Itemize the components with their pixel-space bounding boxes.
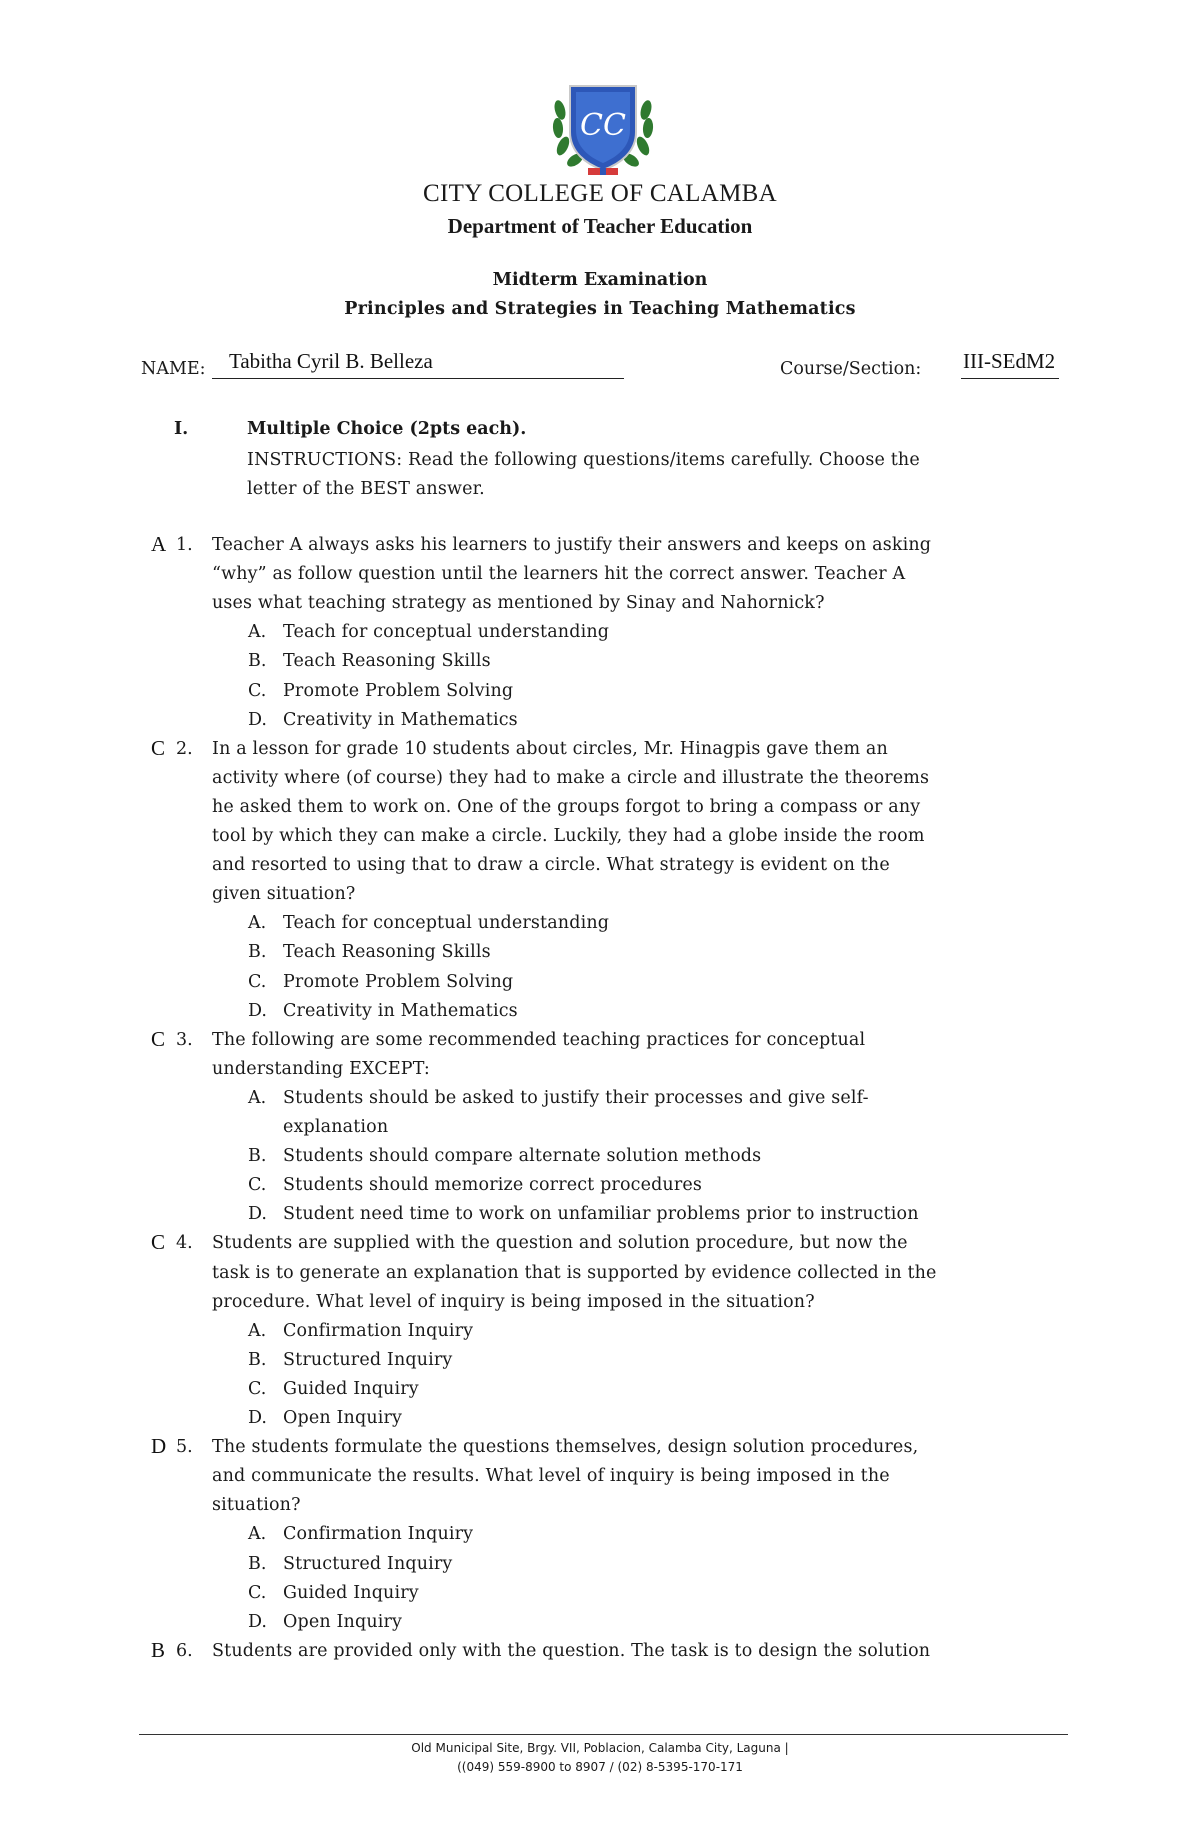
- option-letter: D.: [248, 1408, 267, 1428]
- question-number: 1.: [176, 535, 193, 555]
- instructions-line: letter of the BEST answer.: [247, 479, 485, 499]
- question-text-line: procedure. What level of inquiry is being imposed in the situation?: [212, 1291, 815, 1312]
- course-section-value[interactable]: III-SEdM2: [963, 349, 1056, 373]
- section-instructions: [247, 446, 1047, 504]
- option-letter: C.: [248, 1175, 267, 1196]
- option-letter: B.: [248, 942, 267, 963]
- handwritten-answer[interactable]: B: [151, 1637, 166, 1662]
- question-text-line: and resorted to using that to draw a circle. What strategy is evident on the: [212, 855, 890, 876]
- question-text-line: given situation?: [212, 884, 356, 905]
- question-text-line: In a lesson for grade 10 students about circles, Mr. Hinagpis gave them an: [212, 738, 888, 759]
- option-letter: A.: [248, 913, 267, 934]
- question-text-line: Students are supplied with the question and solution procedure, but now the: [212, 1233, 908, 1254]
- question-number: 6.: [176, 1640, 193, 1661]
- option-text: Students should be asked to justify their processes and give self-: [283, 1087, 869, 1108]
- name-underline: [212, 378, 624, 379]
- option-text: Teach for conceptual understanding: [283, 622, 610, 643]
- option-text: Promote Problem Solving: [283, 971, 514, 992]
- name-value[interactable]: Tabitha Cyril B. Belleza: [229, 349, 433, 373]
- handwritten-answer[interactable]: A: [151, 532, 167, 556]
- option-text: Creativity in Mathematics: [283, 1000, 518, 1021]
- option-letter: B.: [248, 1349, 267, 1370]
- question-text-line: Teacher A always asks his learners to justify their answers and keeps on asking: [212, 535, 932, 555]
- option-letter: C.: [248, 971, 267, 992]
- option-text: Guided Inquiry: [283, 1378, 419, 1399]
- exam-title: Midterm Examination: [492, 270, 708, 290]
- section-number: I.: [174, 419, 189, 439]
- question-text-line: situation?: [212, 1495, 301, 1516]
- option-text: Confirmation Inquiry: [283, 1524, 474, 1545]
- option-letter: B.: [248, 651, 267, 672]
- footer-rule: [139, 1734, 1068, 1735]
- question-text-line: task is to generate an explanation that is supported by evidence collected in the: [212, 1262, 937, 1283]
- name-label: NAME:: [141, 359, 206, 379]
- option-letter: A.: [248, 1087, 267, 1108]
- exam-subject: Principles and Strategies in Teaching Mathematics: [344, 299, 856, 319]
- question-number: 4.: [176, 1233, 193, 1254]
- option-text: Student need time to work on unfamiliar problems prior to instruction: [283, 1204, 919, 1225]
- question-text-line: Students are provided only with the question. The task is to design the solution: [212, 1640, 931, 1661]
- option-letter: D.: [248, 1611, 267, 1632]
- question-number: 2.: [176, 738, 193, 759]
- option-text: Open Inquiry: [283, 1611, 403, 1632]
- handwritten-answer[interactable]: D: [151, 1434, 167, 1459]
- option-letter: C.: [248, 1582, 267, 1603]
- option-letter: C.: [248, 1378, 267, 1399]
- question-text-line: tool by which they can make a circle. Luckily, they had a globe inside the room: [212, 826, 925, 846]
- option-text: Teach Reasoning Skills: [283, 651, 491, 672]
- option-text: Guided Inquiry: [283, 1582, 419, 1603]
- option-text: Open Inquiry: [283, 1408, 403, 1428]
- option-text: Confirmation Inquiry: [283, 1320, 474, 1341]
- department-name: Department of Teacher Education: [447, 214, 753, 238]
- option-text: Promote Problem Solving: [283, 680, 514, 701]
- option-text: Structured Inquiry: [283, 1553, 453, 1574]
- svg-text:CC: CC: [580, 108, 626, 143]
- option-letter: A.: [248, 1524, 267, 1545]
- footer-phone: ((049) 559-8900 to 8907 / (02) 8-5395-170-171: [457, 1760, 743, 1774]
- footer-address: Old Municipal Site, Brgy. VII, Poblacion, Calamba City, Laguna |: [411, 1741, 789, 1755]
- option-letter: D.: [248, 709, 267, 730]
- question-number: 5.: [176, 1437, 193, 1458]
- question-text-line: “why” as follow question until the learners hit the correct answer. Teacher A: [212, 564, 906, 585]
- handwritten-answer[interactable]: C: [151, 1026, 166, 1051]
- course-section-label: Course/Section:: [780, 359, 922, 379]
- option-text: Students should compare alternate solution methods: [283, 1146, 762, 1167]
- option-letter: B.: [248, 1553, 267, 1574]
- option-letter: A.: [248, 622, 267, 643]
- question-number: 3.: [176, 1029, 193, 1050]
- handwritten-answer[interactable]: C: [151, 735, 166, 760]
- college-name: CITY COLLEGE OF CALAMBA: [423, 180, 777, 207]
- option-letter: A.: [248, 1320, 267, 1341]
- question-text-line: The following are some recommended teaching practices for conceptual: [212, 1029, 866, 1050]
- question-text-line: and communicate the results. What level of inquiry is being imposed in the: [212, 1466, 890, 1487]
- question-text-line: The students formulate the questions themselves, design solution procedures,: [212, 1437, 919, 1458]
- option-text: Students should memorize correct procedures: [283, 1175, 703, 1196]
- option-letter: B.: [248, 1146, 267, 1167]
- question-text-line: activity where (of course) they had to make a circle and illustrate the theorems: [212, 767, 930, 788]
- question-text-line: understanding EXCEPT:: [212, 1058, 430, 1079]
- college-seal-logo: [548, 80, 658, 180]
- question-text-line: uses what teaching strategy as mentioned by Sinay and Nahornick?: [212, 593, 825, 614]
- option-letter: D.: [248, 1204, 267, 1225]
- option-text: explanation: [283, 1117, 389, 1137]
- question-text-line: he asked them to work on. One of the groups forgot to bring a compass or any: [212, 796, 921, 817]
- option-letter: C.: [248, 680, 267, 701]
- handwritten-answer[interactable]: C: [151, 1230, 166, 1255]
- option-text: Teach Reasoning Skills: [283, 942, 491, 963]
- option-letter: D.: [248, 1000, 267, 1021]
- course-underline: [961, 378, 1059, 379]
- instructions-line: INSTRUCTIONS: Read the following questions/items carefully. Choose the: [247, 450, 920, 470]
- option-text: Structured Inquiry: [283, 1349, 453, 1370]
- option-text: Teach for conceptual understanding: [283, 913, 610, 934]
- option-text: Creativity in Mathematics: [283, 709, 518, 730]
- section-title: Multiple Choice (2pts each).: [247, 419, 527, 439]
